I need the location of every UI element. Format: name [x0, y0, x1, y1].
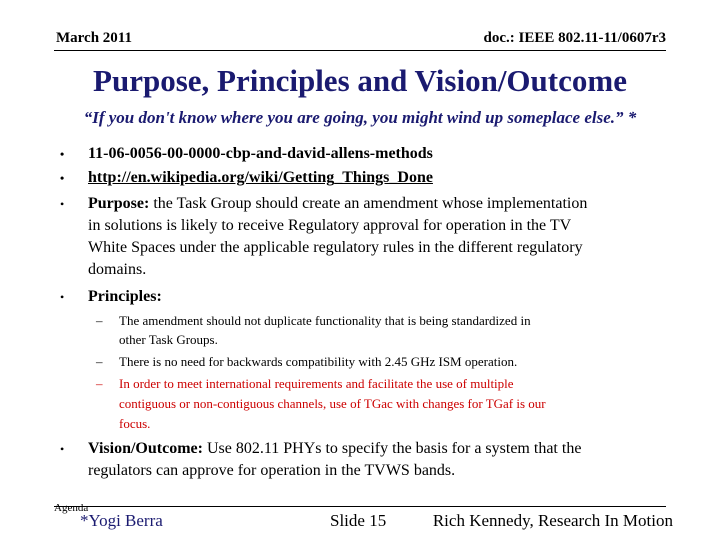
principle-3-line3: focus. — [119, 416, 151, 431]
ref2-link[interactable]: http://en.wikipedia.org/wiki/Getting_Things_Done — [88, 169, 433, 186]
purpose-line4: domains. — [88, 261, 147, 278]
footer-credit: Rich Kennedy, Research In Motion — [432, 511, 673, 530]
purpose-line1: the Task Group should create an amendment whose implementation — [149, 195, 588, 212]
dash-marker: – — [96, 376, 103, 391]
vision-line1: Use 802.11 PHYs to specify the basis for a system that the — [202, 440, 582, 457]
principle-2-line1: There is no need for backwards compatibility with 2.45 GHz ISM operation. — [119, 354, 518, 369]
agenda-link[interactable]: Agenda — [54, 502, 89, 514]
bullet-dot: • — [60, 197, 65, 211]
footer-rule — [54, 506, 666, 507]
slide-quote: “If you don't know where you are going, you might wind up someplace else.” * — [83, 108, 637, 127]
purpose-line2: in solutions is likely to receive Regulatory approval for operation in the TV — [88, 217, 572, 234]
purpose-label: Purpose: — [88, 195, 150, 212]
principles-label: Principles: — [88, 288, 162, 305]
principle-1-line2: other Task Groups. — [119, 332, 218, 347]
bullet-dot: • — [60, 171, 65, 185]
header-date: March 2011 — [56, 30, 132, 46]
slide-number: Slide 15 — [330, 511, 387, 530]
principle-3-line2: contiguous or non-contiguous channels, use of TGac with changes for TGaf is our — [119, 396, 546, 411]
dash-marker: – — [96, 313, 103, 328]
header-doc-id: doc.: IEEE 802.11-11/0607r3 — [483, 30, 666, 46]
bullet-dot: • — [60, 442, 65, 456]
dash-marker: – — [96, 354, 103, 369]
slide-title: Purpose, Principles and Vision/Outcome — [93, 63, 627, 98]
vision-line2: regulators can approve for operation in the TVWS bands. — [88, 462, 456, 479]
bullet-dot: • — [60, 290, 65, 304]
bullet-dot: • — [60, 147, 65, 161]
quote-author: *Yogi Berra — [80, 511, 163, 530]
principle-3-line1: In order to meet international requirements and facilitate the use of multiple — [119, 376, 514, 391]
purpose-line3: White Spaces under the applicable regulatory rules in the different regulatory — [88, 239, 583, 256]
principle-1-line1: The amendment should not duplicate functionality that is being standardized in — [119, 313, 531, 328]
ref1-text: 11-06-0056-00-0000-cbp-and-david-allens-methods — [88, 145, 433, 162]
vision-label: Vision/Outcome: — [88, 440, 203, 457]
header-rule — [54, 50, 666, 51]
